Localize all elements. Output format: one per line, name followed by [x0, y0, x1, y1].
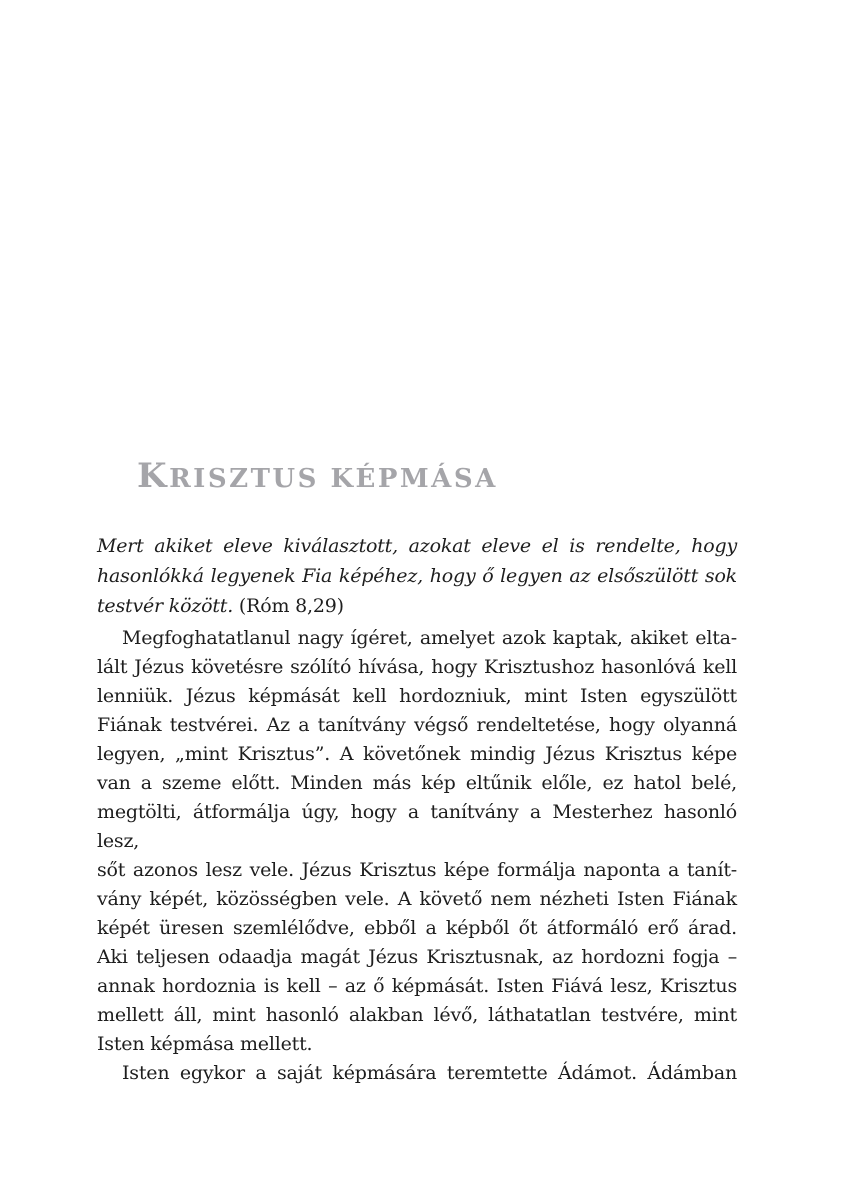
text-line: Megfoghatatlanul nagy ígéret, amelyet azok kaptak, akiket elta- [122, 627, 737, 649]
paragraph [97, 1059, 737, 1088]
scripture-reference: (Róm 8,29) [238, 595, 344, 617]
paragraph [97, 624, 737, 1059]
epigraph-line [97, 531, 737, 561]
page-content [97, 458, 737, 1088]
chapter-title [137, 458, 737, 497]
text-line: Fiának testvérei. Az a tanítvány végső rendeltetése, hogy olyanná [97, 714, 737, 736]
text-line: lenniük. Jézus képmását kell hordozniuk, mint Isten egyszülött [97, 685, 737, 707]
text-line: Isten képmása mellett. [97, 1033, 313, 1055]
text-line: lált Jézus követésre szólító hívása, hogy Krisztushoz hasonlóvá kell [97, 656, 737, 678]
text-line: Aki teljesen odaadja magát Jézus Krisztusnak, az hordozni fogja – [97, 946, 737, 968]
epigraph [97, 531, 737, 621]
text-line: mellett áll, mint hasonló alakban lévő, láthatatlan testvére, mint [97, 1004, 737, 1026]
text-line: képét üresen szemlélődve, ebből a képből őt átformáló erő árad. [97, 917, 737, 939]
chapter-title-rest: RISZTUS KÉPMÁSA [169, 464, 498, 494]
epigraph-italic-text: testvér között. [97, 595, 239, 617]
text-line: Isten egykor a saját képmására teremtette Ádámot. Ádámban [122, 1062, 737, 1084]
epigraph-italic-text: hasonlókká legyenek Fia képéhez, hogy ő legyen az elsőszülött sok [97, 565, 737, 587]
text-line: sőt azonos lesz vele. Jézus Krisztus képe formálja naponta a tanít- [97, 859, 737, 881]
chapter-title-initial: K [137, 456, 170, 496]
epigraph-line [97, 591, 737, 621]
epigraph-italic-text: Mert akiket eleve kiválasztott, azokat eleve el is rendelte, hogy [97, 535, 737, 557]
body-text [97, 624, 737, 1088]
text-line: vány képét, közösségben vele. A követő nem nézheti Isten Fiának [97, 888, 737, 910]
epigraph-line [97, 561, 737, 591]
text-line: annak hordoznia is kell – az ő képmását. Isten Fiává lesz, Krisztus [97, 975, 737, 997]
text-line: megtölti, átformálja úgy, hogy a tanítvány a Mesterhez hasonló lesz, [97, 801, 737, 852]
text-line: legyen, „mint Krisztus”. A követőnek mindig Jézus Krisztus képe [97, 743, 737, 765]
text-line: van a szeme előtt. Minden más kép eltűnik előle, ez hatol belé, [97, 772, 737, 794]
